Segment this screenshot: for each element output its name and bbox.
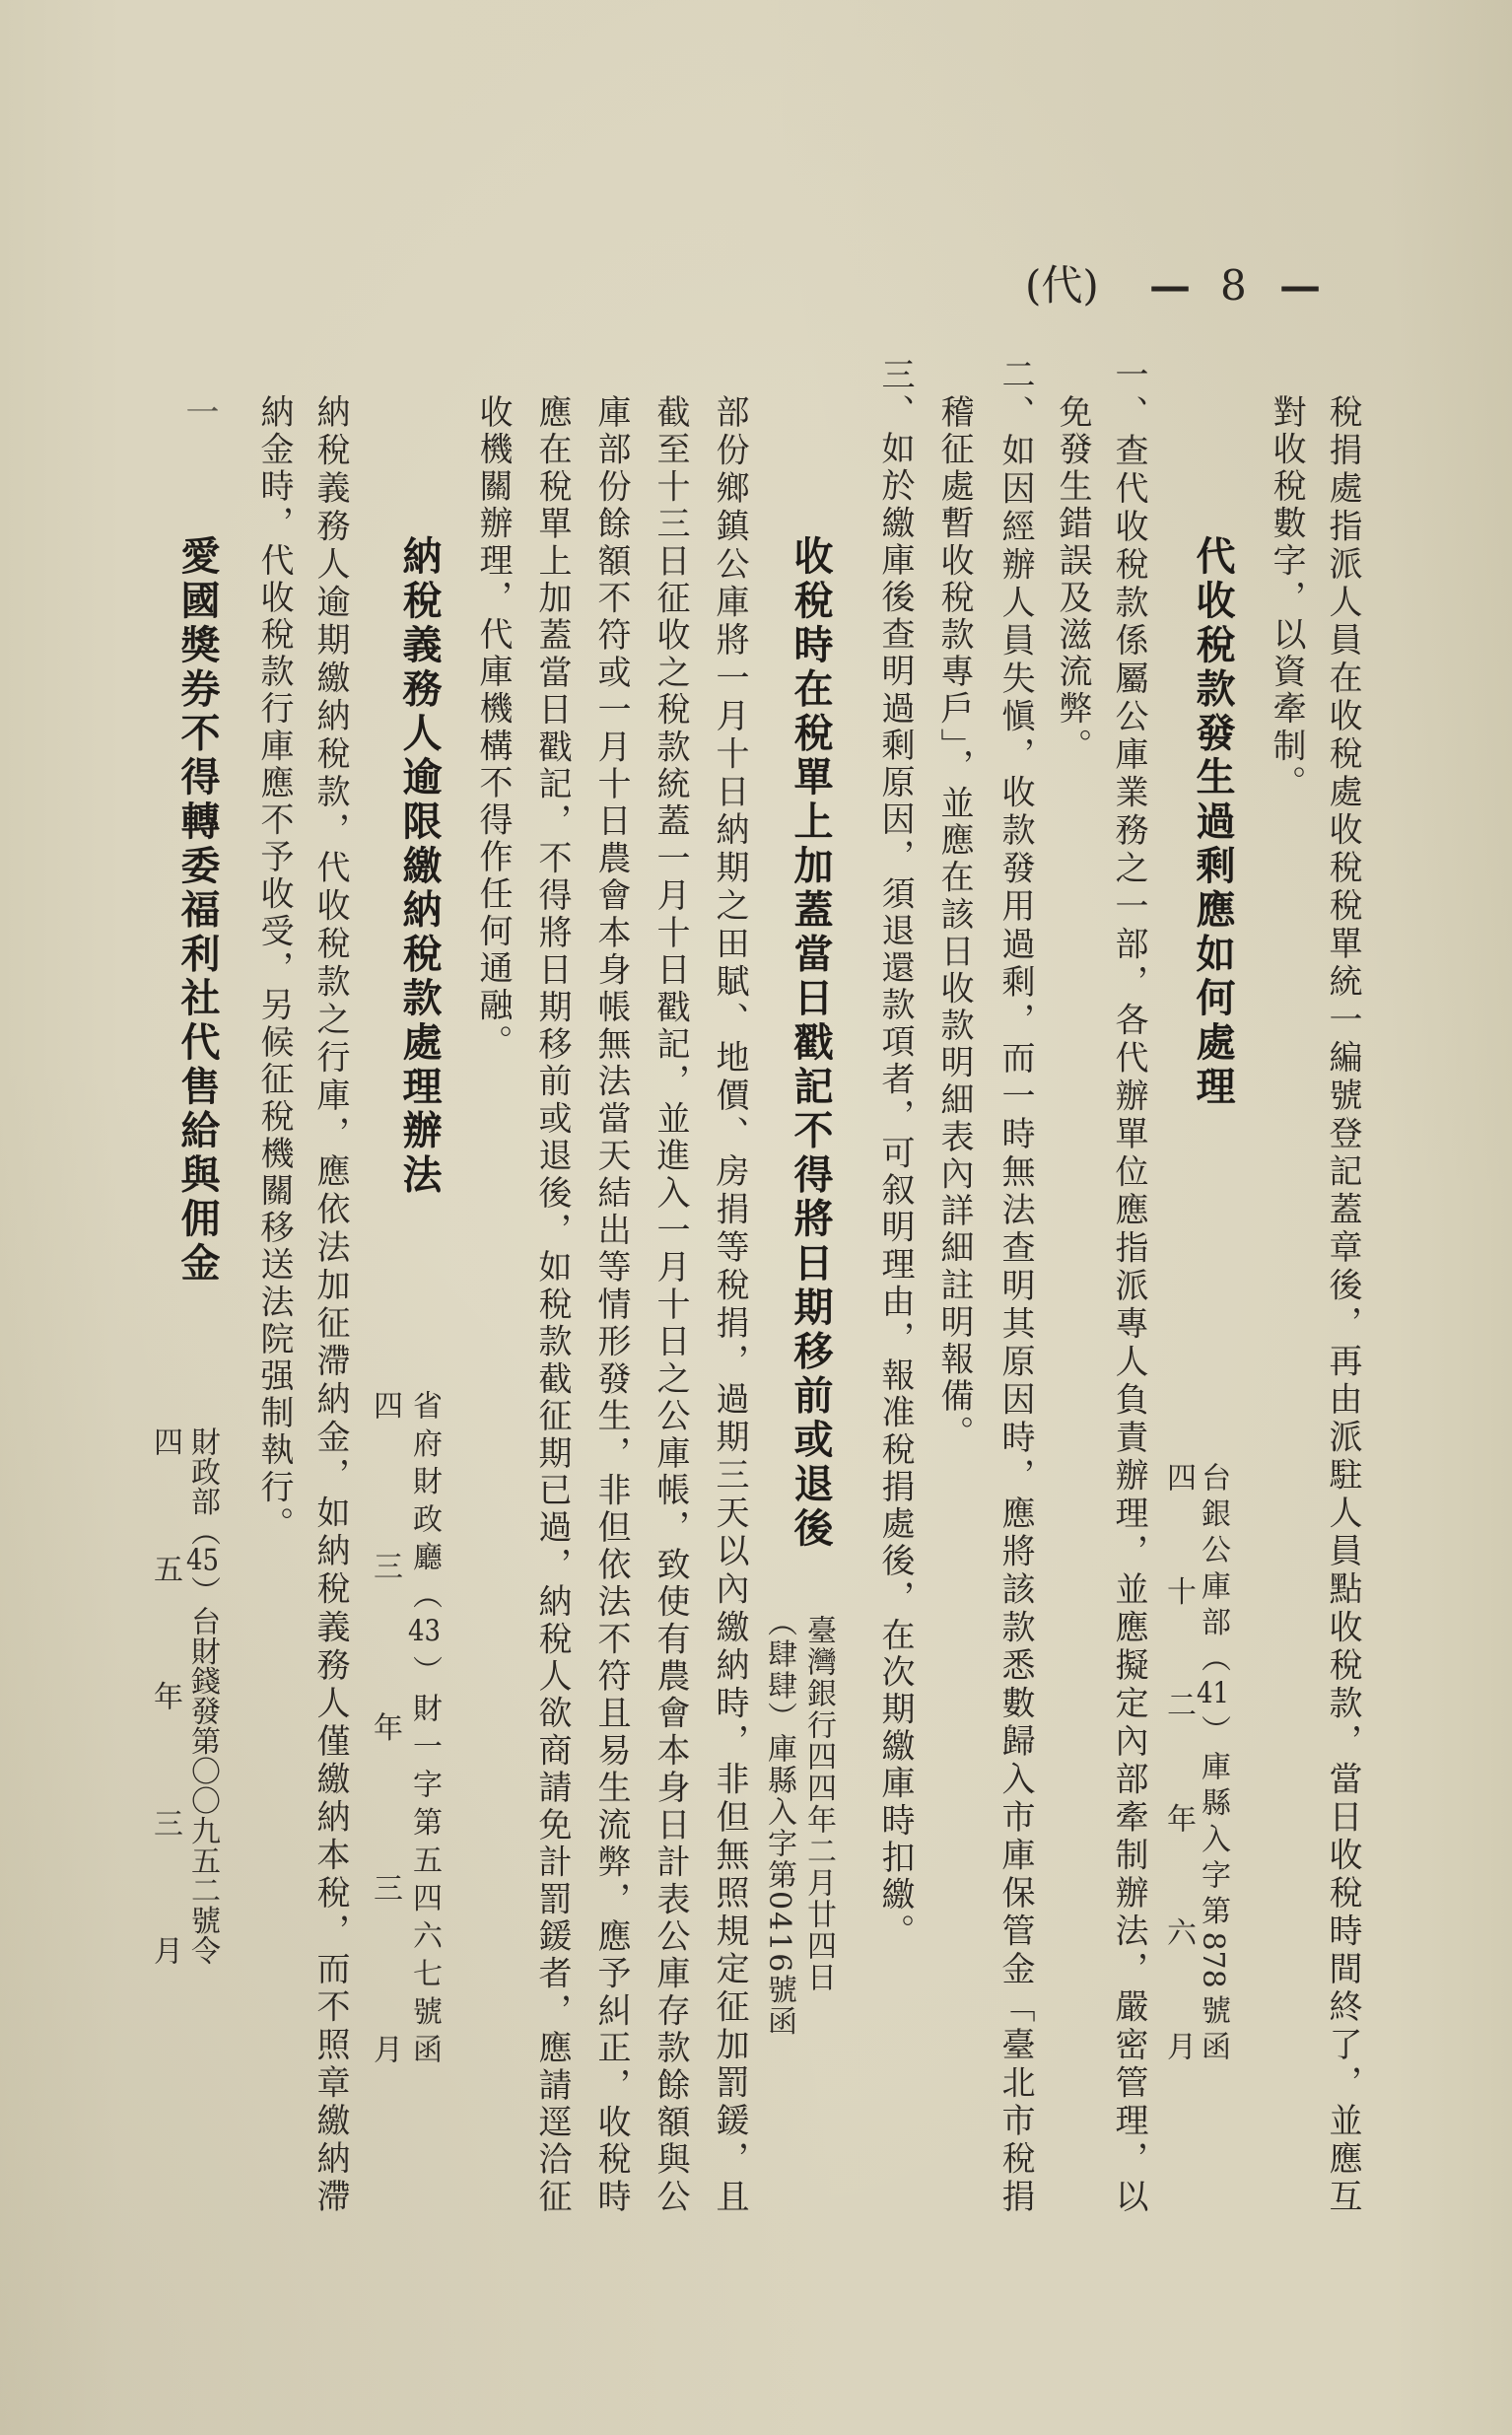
citation-reference (407, 1390, 441, 2063)
section-title: 代收稅款發生過剩應如何處理 (1190, 535, 1236, 1110)
margin-mark: 一 (179, 394, 219, 428)
section-title: 收稅時在稅單上加蓋當日戳記不得將日期移前或退後 (788, 535, 834, 1552)
citation-part: 省府財政廳（ (407, 1390, 442, 1618)
body-column-item-3: 三、如於繳庫後查明過剩原因，須退還款項者，可叙明理由，報准稅捐處後，在次期繳庫時扣繳。 (875, 357, 915, 1951)
page-number-dash-right: — (1279, 261, 1321, 310)
citation-reference (762, 1607, 795, 2062)
body-column-item-2: 稽征處暫收稅款專戶」，並應在該日收款明細表內詳細註明報備。 (934, 394, 974, 1453)
body-column-item-1: 一、查代收稅款係屬公庫業務之一部，各代辦單位應指派專人負責辦理，並應擬定內部牽制辦法，嚴密管理，以 (1109, 357, 1148, 2213)
citation-number: 878 (1196, 1931, 1230, 1988)
section-label: (代) (1025, 261, 1099, 310)
citation-part: 財政部（ (185, 1426, 220, 1547)
citation-part: （肆肆）庫縣入字第 (762, 1607, 796, 1891)
citation-number: 43 (408, 1617, 441, 1647)
section-title: 愛國獎券不得轉委福利社代售給與佣金 (174, 535, 221, 1287)
body-column: 截至十三日征收之稅款統蓋一月十日戳記，並進入一月十日之公庫帳，致使有農會本身日計表公庫存款餘額與公 (651, 394, 690, 2213)
body-column: 應在稅單上加蓋當日戳記，不得將日期移前或退後，如稅款截征期已過，納稅人欲商請免計罰鍰者，應請逕洽征 (532, 394, 572, 2213)
section-title: 納稅義務人逾限繳納稅款處理辦法 (396, 535, 443, 1198)
citation-reference (1196, 1462, 1229, 2060)
citation-number: 45 (186, 1546, 219, 1576)
body-column-item-2: 二、如因經辦人員失愼，收款發用過剩，而一時無法查明其原因時，應將該款悉數歸入市庫保管金「臺北市稅捐 (996, 357, 1035, 2213)
citation-number: 41 (1197, 1678, 1229, 1708)
citation-part: 台銀公庫部（ (1196, 1462, 1230, 1679)
citation-reference: 臺灣銀行四四年二月廿四日 (801, 1615, 836, 1993)
body-column: 對收稅數字，以資牽制。 (1267, 394, 1306, 802)
body-column: 收機關辦理，代庫機構不得作任何通融。 (473, 394, 513, 1062)
body-column: 部份鄉鎮公庫將一月十日納期之田賦、地價、房捐等稅捐，過期三天以內繳納時，非但無照規定征加罰鍰，且 (710, 394, 749, 2213)
citation-date: 四五年三月 (148, 1426, 182, 1965)
citation-part: 號函 (1196, 1987, 1230, 2061)
citation-date: 四十二年六月 (1161, 1462, 1196, 2060)
page-number: 8 (1220, 261, 1247, 310)
body-column: 納稅義務人逾期繳納稅款，代收稅款之行庫，應依法加征滯納金，如納稅義務人僅繳納本稅，而不照章繳納滯 (310, 394, 350, 2213)
citation-part: 號函 (762, 1974, 796, 2038)
body-column-item-1: 免發生錯誤及滋流弊。 (1053, 394, 1092, 765)
body-column: 稅捐處指派人員在收稅處收稅稅單統一編號登記蓋章後，再由派駐人員點收稅款，當日收稅時間終了，並應互 (1323, 394, 1362, 2213)
body-column: 庫部份餘額不符或一月十日農會本身帳無法當天結出等情形發生，非但依法不符且易生流弊，應予糾正，收稅時 (591, 394, 631, 2213)
citation-reference (185, 1426, 219, 1965)
citation-part: ）台財錢發第〇〇九五二號令 (185, 1575, 220, 1966)
citation-number: 0416 (762, 1891, 796, 1975)
citation-part: ）財一字第五四六七號函 (407, 1654, 442, 2064)
citation-date: 四三年三月 (368, 1390, 402, 2063)
page-number-dash-left: — (1149, 261, 1191, 310)
citation-part: ）庫縣入字第 (1196, 1714, 1230, 1932)
body-column: 納金時，代收稅款行庫應不予收受，另候征稅機關移送法院强制執行。 (254, 394, 294, 1544)
